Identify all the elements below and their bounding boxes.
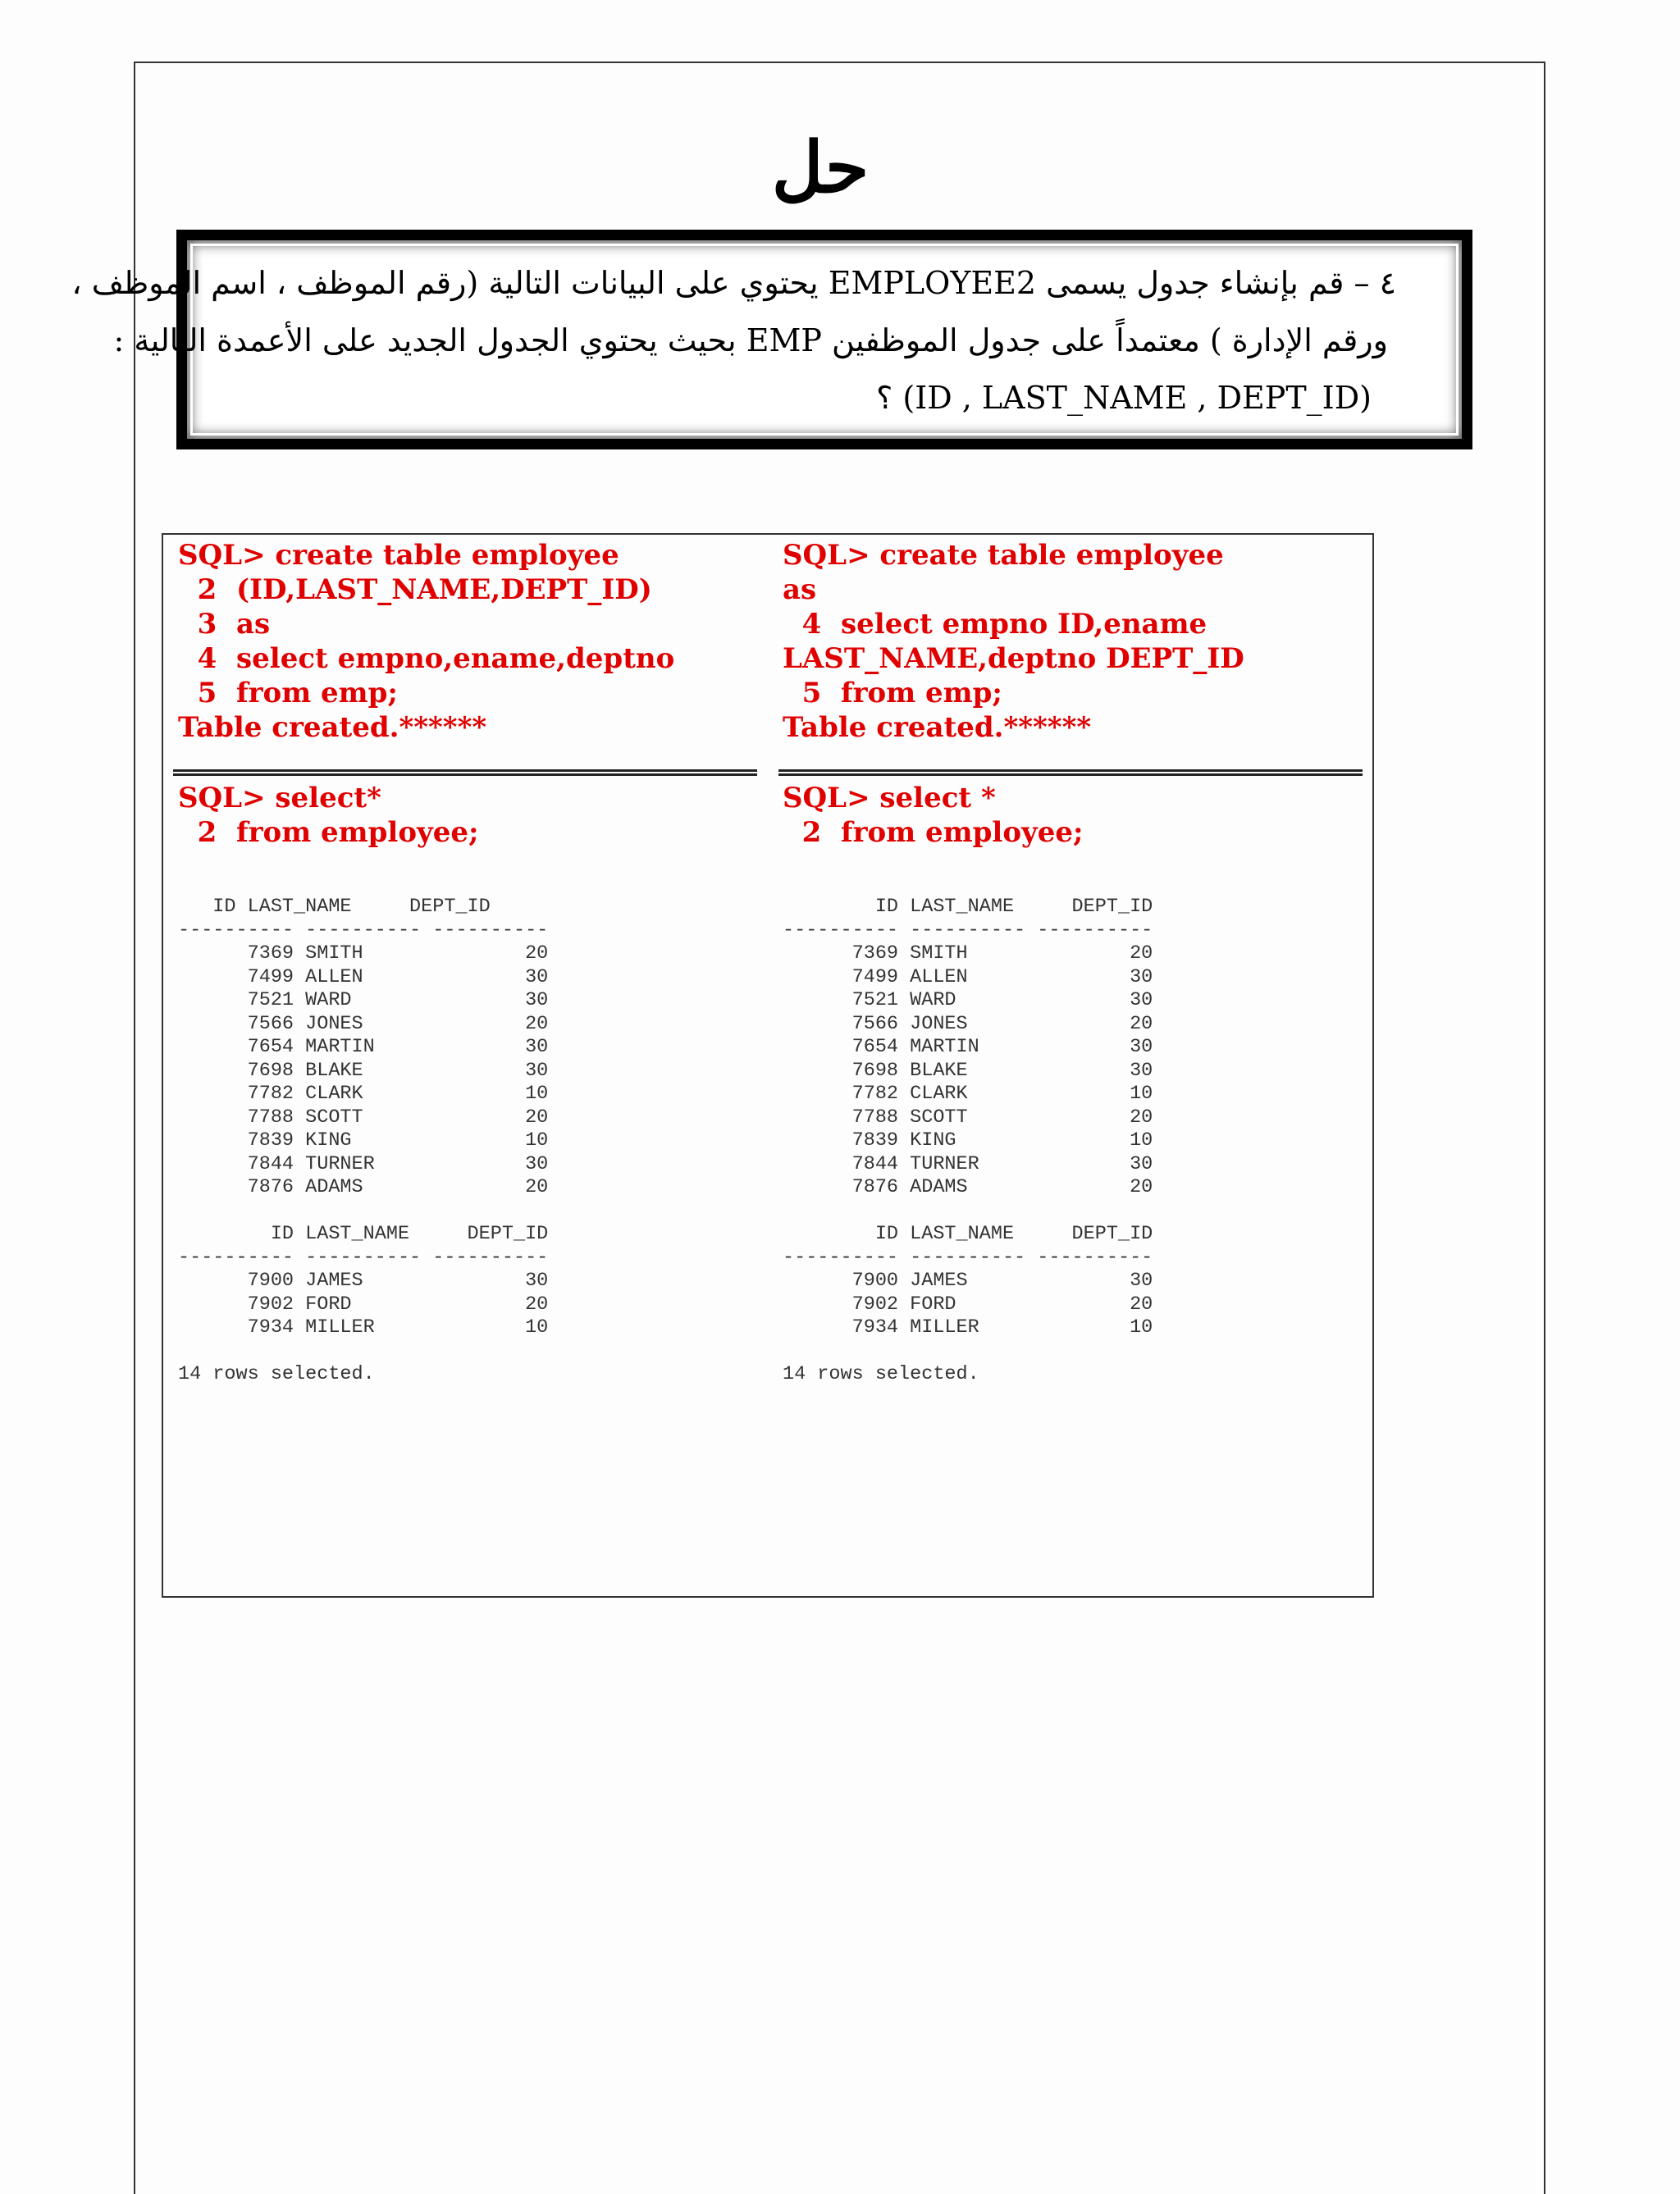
page-heading: حل xyxy=(771,126,870,209)
right-create-sql: SQL> create table employee as 4 select empno ID,ename LAST_NAME,deptno DEPT_ID 5 from emp; Table created.****** xyxy=(783,539,1244,744)
left-solution xyxy=(178,535,752,745)
question-line-3: ؟ (ID , LAST_NAME , DEPT_ID) xyxy=(876,380,1372,416)
question-inner-frame xyxy=(71,238,1464,441)
question-box xyxy=(71,230,1472,449)
right-query-output: ID LAST_NAME DEPT_ID ---------- ---------- ---------- 7369 SMITH 20 7499 ALLEN 30 7521 WARD 30 7566 JONES 20 7654 MARTIN 30 7698 BLAKE 30 7782 CLARK 10 7788 SCOTT 20 7839 KING 10 7844 TURNER 30 7876 ADAMS 20 ID LAST_NAME DEPT_ID ---------- ---------- ---------- 7900 JAMES 30 7902 FORD 20 7934 MILLER 10 14 rows selected. xyxy=(783,896,1153,1385)
right-solution xyxy=(783,535,1357,745)
answer-box xyxy=(162,533,1374,1598)
right-divider xyxy=(778,769,1363,776)
left-select-sql: SQL> select* 2 from employee; xyxy=(178,782,479,849)
left-create-sql: SQL> create table employee 2 (ID,LAST_NAME,DEPT_ID) 3 as 4 select empno,ename,deptno 5 from emp; Table created.****** xyxy=(178,539,675,744)
question-line-2: ورقم الإدارة ) معتمداً على جدول الموظفين EMP بحيث يحتوي الجدول الجديد على الأعمدة التالية : xyxy=(113,322,1388,358)
right-select-block xyxy=(783,778,1084,850)
left-query-output: ID LAST_NAME DEPT_ID ---------- ---------- ---------- 7369 SMITH 20 7499 ALLEN 30 7521 WARD 30 7566 JONES 20 7654 MARTIN 30 7698 BLAKE 30 7782 CLARK 10 7788 SCOTT 20 7839 KING 10 7844 TURNER 30 7876 ADAMS 20 ID LAST_NAME DEPT_ID ---------- ---------- ---------- 7900 JAMES 30 7902 FORD 20 7934 MILLER 10 14 rows selected. xyxy=(178,896,549,1385)
question-line-1: ٤ – قم بإنشاء جدول يسمى EMPLOYEE2 يحتوي على البيانات التالية (رقم الموظف ، اسم الموظف ، xyxy=(71,265,1396,301)
left-divider xyxy=(173,769,757,776)
left-select-block xyxy=(178,778,479,850)
right-select-sql: SQL> select * 2 from employee; xyxy=(783,782,1084,849)
